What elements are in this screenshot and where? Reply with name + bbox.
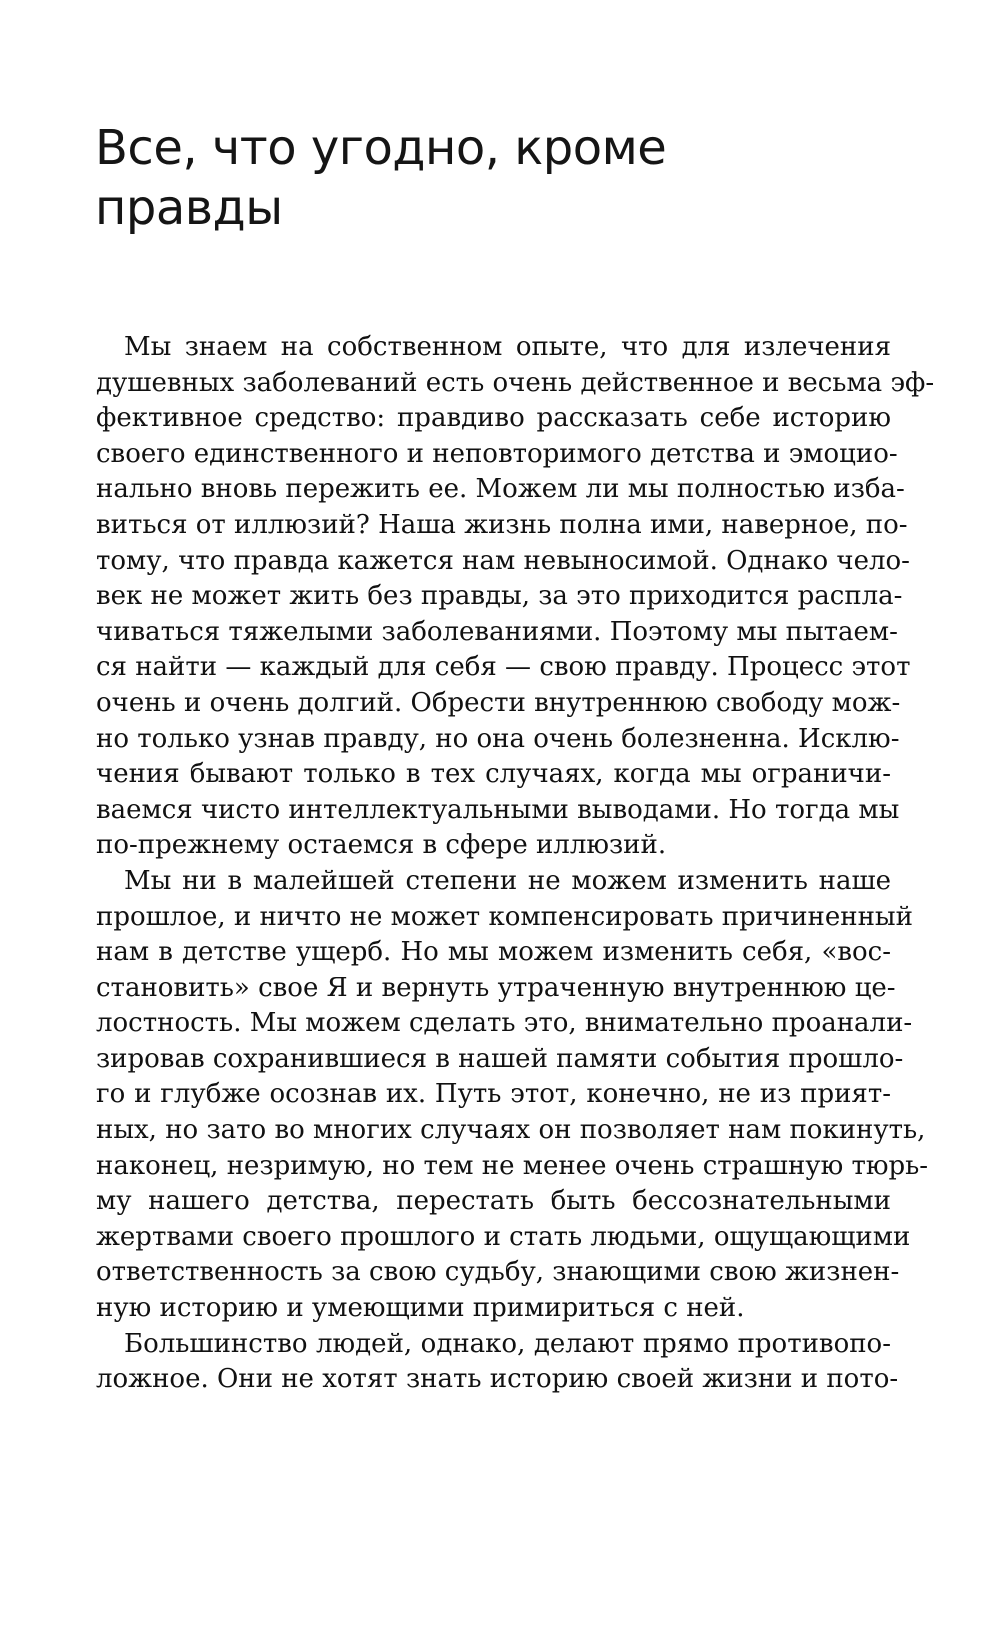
text-line: го и глубже осознав их. Путь этот, конечно, не из прият- xyxy=(96,1079,891,1110)
text-line: зировав сохранившиеся в нашей памяти события прошло- xyxy=(96,1043,904,1074)
text-line: фективное средство: правдиво рассказать себе историю xyxy=(96,403,891,434)
text-line: ную историю и умеющими примириться с ней. xyxy=(96,1293,745,1324)
text-line: душевных заболеваний есть очень действенное и весьма эф- xyxy=(96,367,935,398)
paragraph xyxy=(96,330,935,864)
text-line: но только узнав правду, но она очень болезненна. Исклю- xyxy=(96,723,900,754)
text-line: по-прежнему остаемся в сфере иллюзий. xyxy=(96,830,667,861)
text-line: нально вновь пережить ее. Можем ли мы полностью изба- xyxy=(96,474,905,505)
text-line: му нашего детства, перестать быть бессознательными xyxy=(96,1186,891,1217)
text-line: ваемся чисто интеллектуальными выводами. Но тогда мы xyxy=(96,794,900,825)
paragraph xyxy=(96,1327,899,1398)
text-line: ответственность за свою судьбу, знающими свою жизнен- xyxy=(96,1257,900,1288)
text-line: лостность. Мы можем сделать это, внимательно проанали- xyxy=(96,1008,913,1039)
text-line: наконец, незримую, но тем не менее очень страшную тюрь- xyxy=(96,1150,929,1181)
chapter-title xyxy=(95,118,895,238)
text-line: чиваться тяжелыми заболеваниями. Поэтому мы пытаем- xyxy=(96,616,898,647)
text-line: век не может жить без правды, за это приходится распла- xyxy=(96,581,903,612)
text-line: тому, что правда кажется нам невыносимой. Однако чело- xyxy=(96,545,910,576)
text-line: нам в детстве ущерб. Но мы можем изменить себя, «вос- xyxy=(96,937,891,968)
chapter-title-line: правды xyxy=(95,180,283,236)
text-line: Большинство людей, однако, делают прямо противопо- xyxy=(124,1328,891,1359)
text-line: своего единственного и неповторимого детства и эмоцио- xyxy=(96,438,898,469)
paragraph xyxy=(96,864,929,1327)
text-line: становить» свое Я и вернуть утраченную внутреннюю це- xyxy=(96,972,896,1003)
chapter-title-line: Все, что угодно, кроме xyxy=(95,120,667,176)
text-line: Мы ни в малейшей степени не можем изменить наше xyxy=(124,865,891,896)
text-line: ложное. Они не хотят знать историю своей жизни и пото- xyxy=(96,1364,899,1395)
text-line: ных, но зато во многих случаях он позволяет нам покинуть, xyxy=(96,1115,926,1146)
text-line: ся найти — каждый для себя — свою правду. Процесс этот xyxy=(96,652,911,683)
body-text xyxy=(96,330,935,1398)
text-line: жертвами своего прошлого и стать людьми, ощущающими xyxy=(96,1221,911,1252)
text-line: прошлое, и ничто не может компенсировать причиненный xyxy=(96,901,913,932)
text-line: очень и очень долгий. Обрести внутреннюю свободу мож- xyxy=(96,687,901,718)
text-line: Мы знаем на собственном опыте, что для излечения xyxy=(124,332,891,362)
text-line: чения бывают только в тех случаях, когда мы ограничи- xyxy=(96,759,891,790)
text-line: виться от иллюзий? Наша жизнь полна ими, наверное, по- xyxy=(96,509,908,540)
